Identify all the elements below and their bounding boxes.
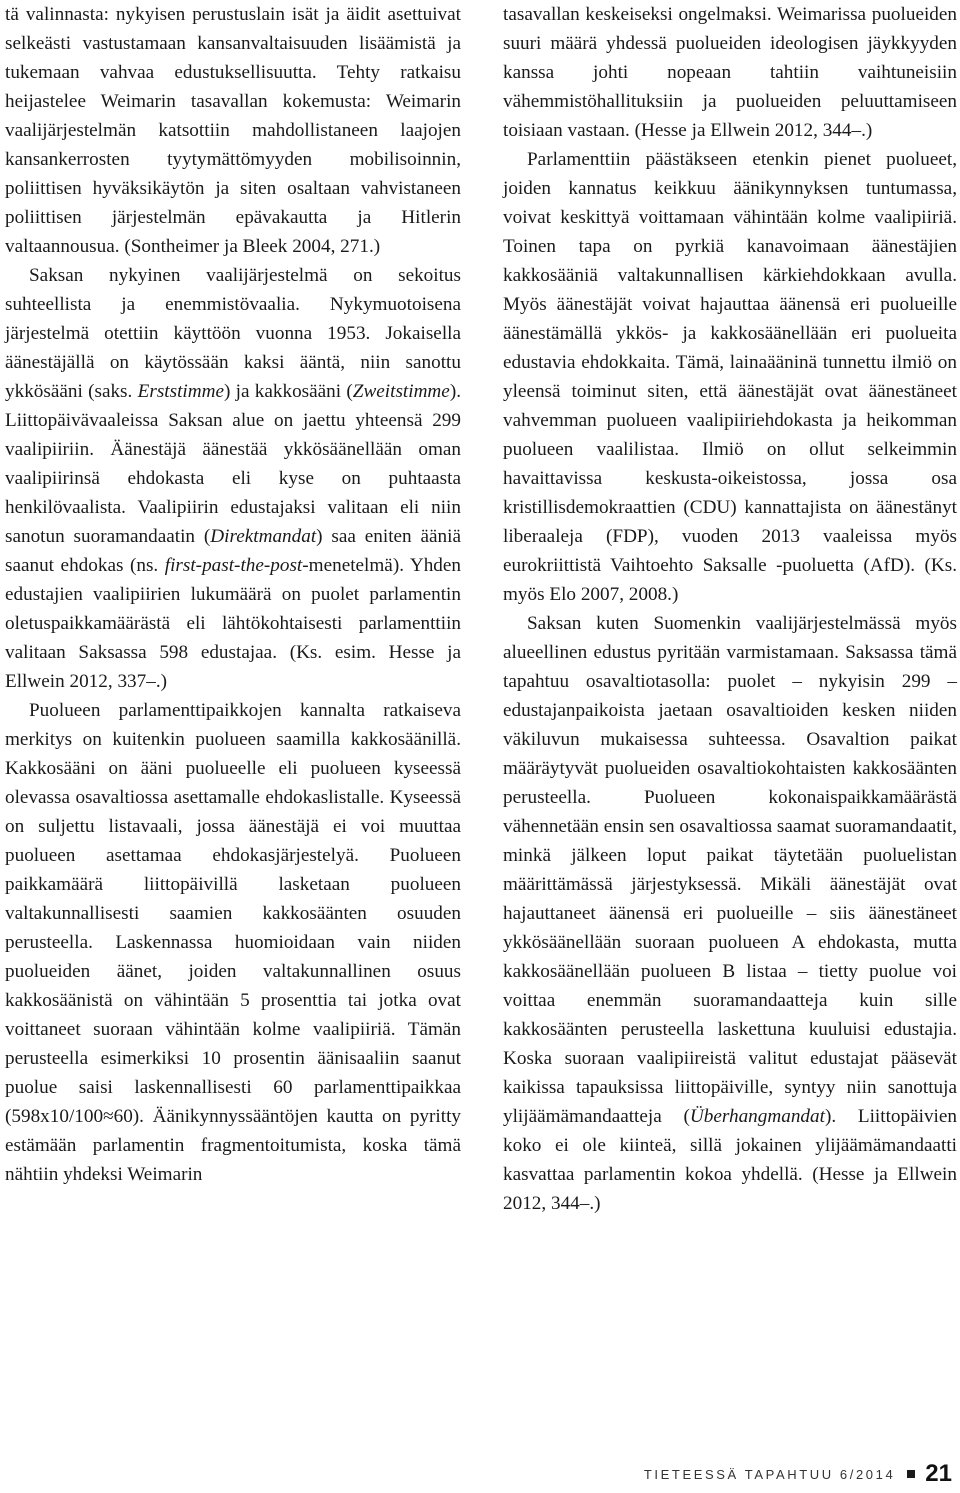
- text-run: Saksan nykyinen vaalijärjestelmä on sekoitus suhteellista ja enemmistövaalia. Nykymuotoisena järjestelmä otettiin käyttöön vuonna 1953. Jokaisella äänestäjällä on käytössään kaksi ääntä, niin sanottu ykkösääni (saks.: [5, 265, 461, 402]
- right-column: [503, 0, 957, 1218]
- paragraph: [5, 261, 461, 696]
- text-run: Parlamenttiin päästäkseen etenkin pienet puolueet, joiden kannatus keikkuu äänikynnyksen tuntumassa, voivat keskittyä voittamaan vähintään kolme vaalipiiriä. Toinen tapa on pyrkiä kanavoimaan äänestäjien kakkosääniä valtakunnallisen kärkiehdokkaan avulla. Myös äänestäjät voivat hajauttaa äänensä eri puolueille äänestämällä ykkös- ja kakkosäänellään eri puolueita edustavia ehdokkaita. Tämä, lainaääninä tunnettu ilmiö on yleensä toiminut siten, että äänestäjät ovat äänestäneet vahvemman puolueen vaalipiiriehdokasta ja heikomman puolueen vaalilistaa. Ilmiö on ollut selkeimmin havaittavissa keskusta-oikeistossa, jossa osa kristillisdemokraattien (CDU) kannattajista on äänestänyt liberaaleja (FDP), vuoden 2013 vaaleissa myös eurokriittistä Vaihtoehto Saksalle -puoluetta (AfD). (Ks. myös Elo 2007, 2008.): [503, 149, 957, 605]
- italic-term: Überhangmandat: [689, 1106, 825, 1127]
- italic-term: first-past-the-post: [164, 555, 303, 576]
- text-run: tä valinnasta: nykyisen perustuslain isät ja äidit asettuivat selkeästi vastustamaan kansanvaltaisuuden lisäämistä ja tukemaan vahvaa edustuksellisuutta. Tehty ratkaisu heijastelee Weimarin tasavallan kokemusta: Weimarin vaalijärjestelmän katsottiin mahdollistaneen laajojen kansankerrosten tyytymättömyyden mobilisoinnin, poliittisen hyväksikäytön ja siten osaltaan vahvistaneen poliittisen järjestelmän epävakautta ja Hitlerin valtaannousua. (Sontheimer ja Bleek 2004, 271.): [5, 4, 461, 257]
- square-bullet-icon: [907, 1470, 915, 1478]
- text-run: -menetelmä). Yhden edustajien vaalipiirien lukumäärä on puolet parlamentin oletuspaikkamäärästä eli lähtökohtaisesti parlamenttiin valitaan Saksassa 598 edustajaa. (Ks. esim. Hesse ja Ellwein 2012, 337–.): [5, 555, 461, 692]
- page-number: 21: [925, 1460, 952, 1487]
- left-column: [5, 0, 461, 1189]
- paragraph: [503, 145, 957, 609]
- italic-term: Erststimme: [137, 381, 224, 402]
- journal-name: TIETEESSÄ TAPAHTUU 6/2014: [643, 1466, 896, 1482]
- paragraph-continued: [5, 0, 461, 261]
- text-run: tasavallan keskeiseksi ongelmaksi. Weimarissa puolueiden suuri määrä yhdessä puolueiden ideologisen jäykkyyden kanssa johti nopeaan tahtiin vaihtuneisiin vähemmistöhallituksiin ja puolueiden peluuttamiseen toisiaan vastaan. (Hesse ja Ellwein 2012, 344–.): [503, 4, 957, 141]
- paragraph: [5, 696, 461, 1189]
- text-run: Puolueen parlamenttipaikkojen kannalta ratkaiseva merkitys on kuitenkin puolueen saamilla kakkosäänillä. Kakkosääni on ääni puolueelle eli puolueen kyseessä olevassa osavaltiossa asettamalle ehdokaslistalle. Kyseessä on suljettu listavaali, jossa äänestäjä ei voi muuttaa puolueen asettamaa ehdokasjärjestelyä. Puolueen paikkamäärä liittopäivillä lasketaan puolueen valtakunnallisesti saamien kakkosäänten osuuden perusteella. Laskennassa huomioidaan vain niiden puolueiden äänet, joiden valtakunnallinen osuus kakkosäänistä on vähintään 5 prosenttia tai jotka ovat voittaneet suoraan vähintään kolme vaalipiiriä. Tämän perusteella esimerkiksi 10 prosentin äänisaaliin saanut puolue saisi laskennallisesti 60 parlamenttipaikkaa (598x10/100≈60). Äänikynnyssääntöjen kautta on pyritty estämään parlamentin fragmentoitumista, koska tämä nähtiin yhdeksi Weimarin: [5, 700, 461, 1185]
- text-run: Saksan kuten Suomenkin vaalijärjestelmässä myös alueellinen edustus pyritään varmistamaan. Saksassa tämä tapahtuu osavaltiotasolla: puolet – nykyisin 299 – edustajanpaikoista jaetaan osavaltioiden kesken niiden väkiluvun mukaisessa suhteessa. Osavaltion paikat määräytyvät puolueiden osavaltiokohtaisten kakkosäänten perusteella. Puolueen kokonaispaikkamäärästä vähennetään ensin sen osavaltiossa saamat suoramandaatit, minkä jälkeen loput paikat täytetään puoluelistan määrittämässä järjestyksessä. Mikäli äänestäjät ovat hajauttaneet äänensä eri puolueille – siis äänestäneet ykkösäänellään suoraan puolueen A ehdokasta, mutta kakkosäänellään puolueen B listaa – tietty puolue voi voittaa enemmän suoramandaatteja kuin sille kakkosäänten perusteella laskettuna kuuluisi edustajia. Koska suoraan vaalipiireistä valitut edustajat pääsevät kaikissa tapauksissa liittopäiville, syntyy niin sanottuja ylijäämämandaatteja (: [503, 613, 957, 1127]
- text-run: ). Liittopäivävaaleissa Saksan alue on jaettu yhteensä 299 vaalipiiriin. Äänestäjä äänestää ykkösäänellään oman vaalipiirinsä ehdokasta eli kyse on puhtaasta henkilövaalista. Vaalipiirin edustajaksi valitaan eli niin sanotun suoramandaatin (: [5, 381, 461, 547]
- italic-term: Zweitstimme: [352, 381, 450, 402]
- page-footer: [644, 1462, 952, 1486]
- text-run: ) saa eniten ääniä saanut ehdokas (ns.: [5, 526, 461, 576]
- text-run: ) ja kakkosääni (: [223, 381, 353, 402]
- italic-term: Direktmandat: [210, 526, 317, 547]
- text-run: ). Liittopäivien koko ei ole kiinteä, sillä jokainen ylijäämämandaatti kasvattaa parlamentin kokoa yhdellä. (Hesse ja Ellwein 2012, 344–.): [503, 1106, 957, 1214]
- paragraph: [503, 609, 957, 1218]
- paragraph-continued: [503, 0, 957, 145]
